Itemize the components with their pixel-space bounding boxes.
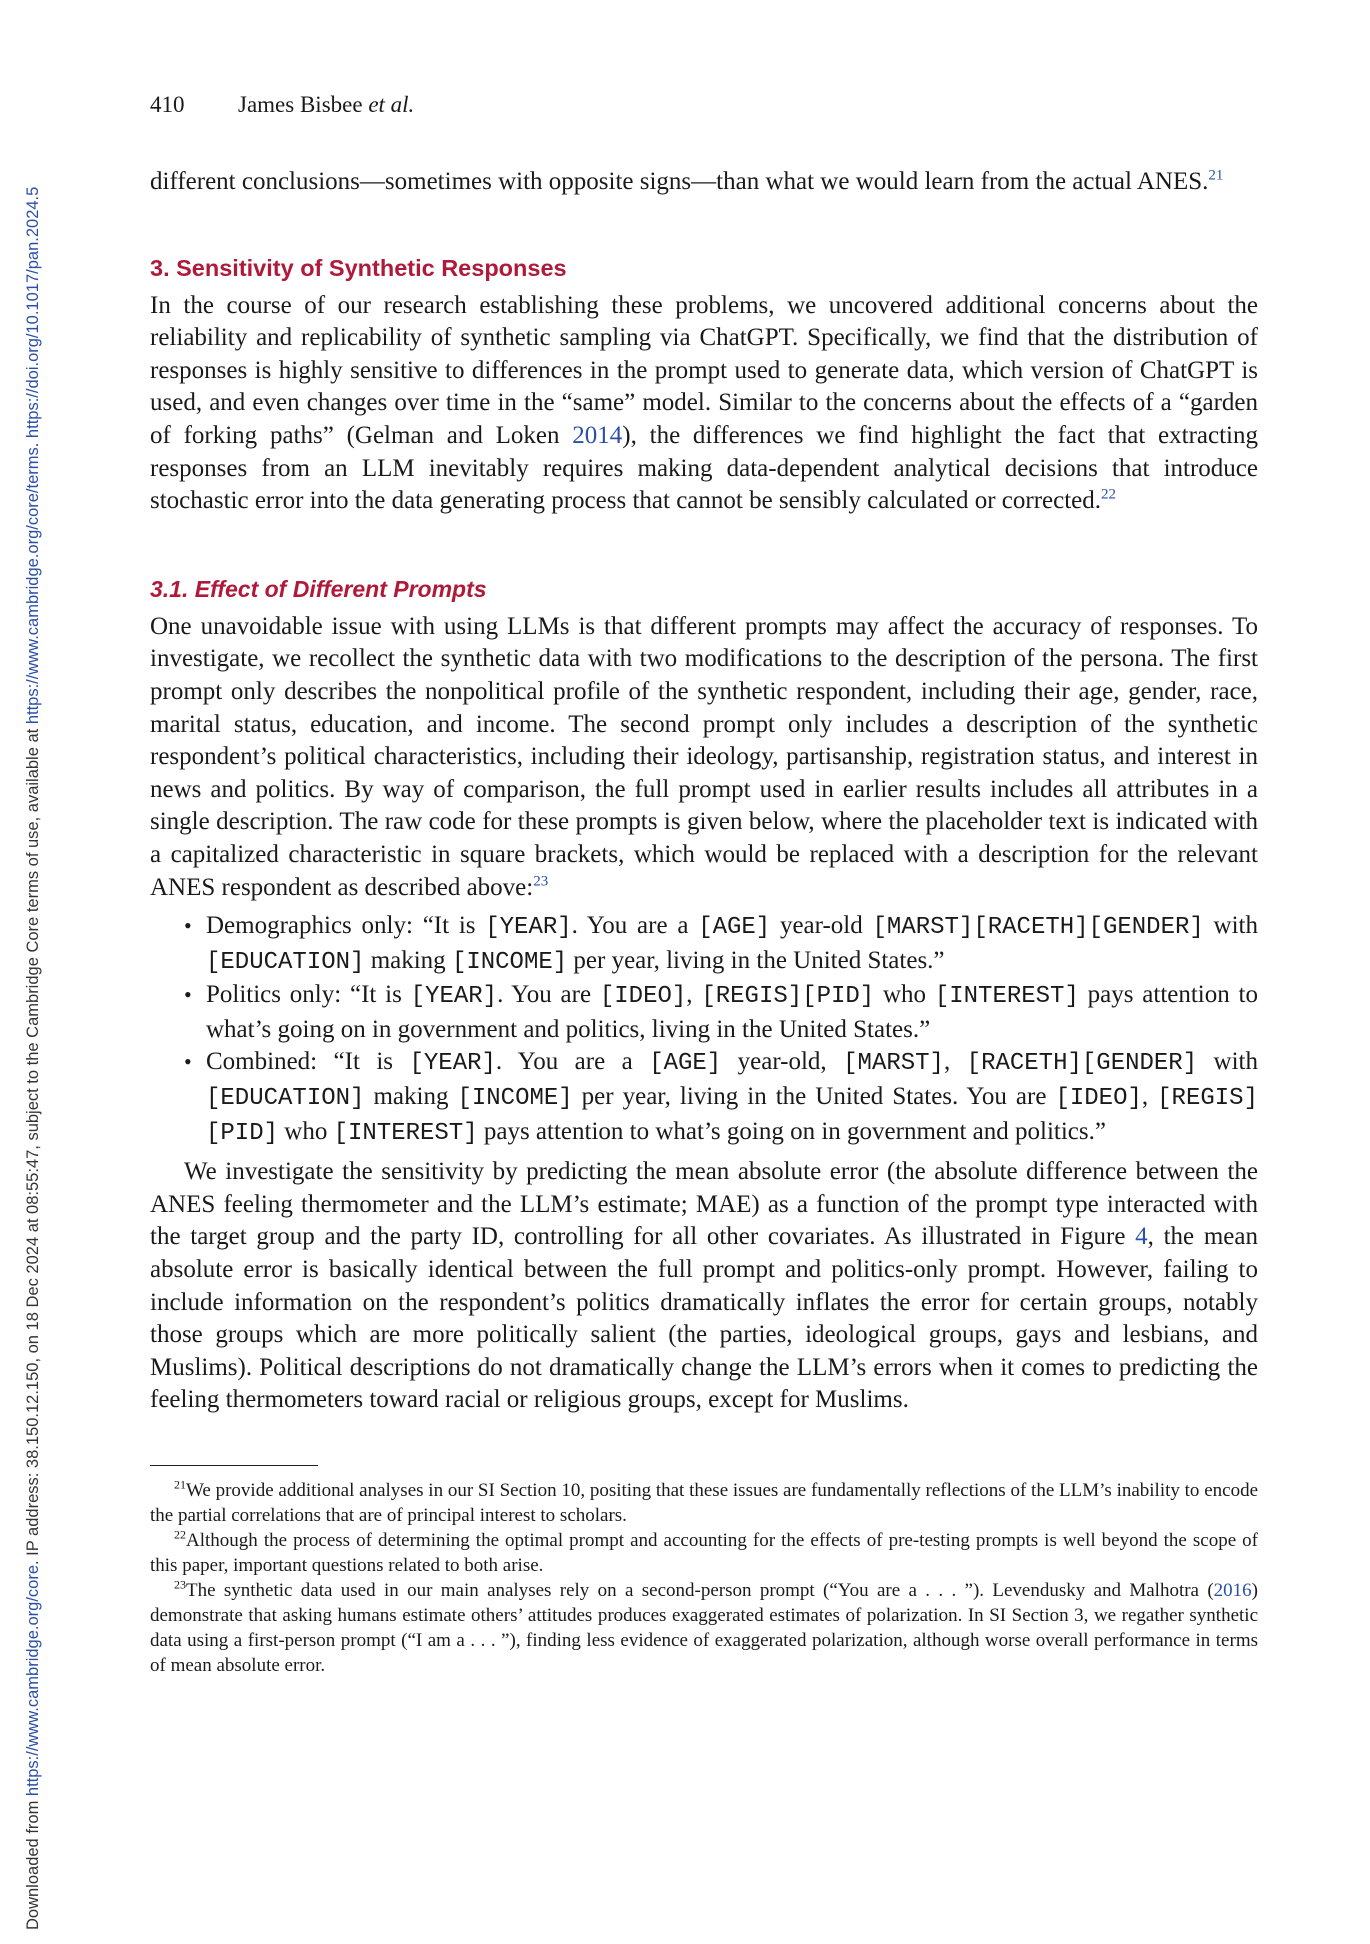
placeholder-code: [REGIS][PID] xyxy=(206,1085,1258,1147)
subsection-text-2a: We investigate the sensitivity by predicting the mean absolute error (the absolute difference between the ANES feeling thermometer and the LLM’s estimate; MAE) as a function of the prompt type interacted with the target group and the party ID, controlling for all other covariates. As illustrated in Figure xyxy=(150,1158,1258,1251)
placeholder-code: [IDEO] xyxy=(599,983,687,1011)
b3-text: per year, living in the United States. You are xyxy=(572,1083,1056,1111)
subsection-text-1: One unavoidable issue with using LLMs is that different prompts may affect the accuracy of responses. To investigate, we recollect the synthetic data with two modifications to the description of the persona. The first prompt only describes the nonpolitical profile of the synthetic respondent, including their age, gender, race, marital status, education, and income. The second prompt only includes a description of the synthetic respondent’s political characteristics, including their ideology, partisanship, registration status, and interest in news and politics. By way of comparison, the full prompt used in earlier results includes all attributes in a single description. The raw code for these prompts is given below, where the placeholder text is indicated with a capitalized characteristic in square brackets, which would be replaced with a description for the relevant ANES respondent as described above: xyxy=(150,612,1258,901)
placeholder-code: [AGE] xyxy=(649,1050,722,1078)
placeholder-code: [AGE] xyxy=(698,914,771,942)
b3-text: year-old, xyxy=(721,1048,844,1076)
subsection-paragraph-1 xyxy=(150,611,1258,904)
placeholder-code: [EDUCATION] xyxy=(206,1085,365,1113)
b3-text: , xyxy=(1141,1083,1158,1111)
placeholder-code: [INTEREST] xyxy=(333,1119,478,1147)
bullet-icon: • xyxy=(184,913,192,939)
footnote-number: 21 xyxy=(174,1477,186,1492)
placeholder-code: [YEAR] xyxy=(410,983,498,1011)
footnote-23 xyxy=(150,1578,1258,1678)
b2-text: Politics only: “It is xyxy=(206,981,411,1009)
b2-text: pays attention to what’s going on in government and politics, living in the United States.” xyxy=(206,981,1259,1043)
list-item-demographics xyxy=(184,910,1258,979)
intro-text: different conclusions—sometimes with opposite signs—than what we would learn from the actual ANES. xyxy=(150,168,1209,195)
doi-link[interactable]: https://doi.org/10.1017/pan.2024.5 xyxy=(24,186,42,439)
footnote-divider xyxy=(150,1465,318,1466)
placeholder-code: [INCOME] xyxy=(457,1085,573,1113)
b3-text: making xyxy=(364,1083,458,1111)
b3-text: . You are a xyxy=(495,1048,650,1076)
b1-text: making xyxy=(364,946,452,974)
b3-text: pays attention to what’s going on in government and politics.” xyxy=(477,1117,1106,1145)
footnote-ref-22[interactable]: 22 xyxy=(1101,486,1117,503)
section3-text-a: In the course of our research establishing these problems, we uncovered additional concerns about the reliability and replicability of synthetic sampling via ChatGPT. Specifically, we find that the distribution of responses is highly sensitive to differences in the prompt used to generate data, which version of ChatGPT is used, and even changes over time in the “same” model. Similar to the concerns about the effects of a “garden of forking paths” (Gelman and Loken xyxy=(150,291,1258,449)
b1-text: Demographics only: “It is xyxy=(206,912,486,940)
section-heading-3: 3. Sensitivity of Synthetic Responses xyxy=(150,254,567,281)
citation-levendusky-malhotra[interactable]: 2016 xyxy=(1213,1580,1252,1601)
citation-gelman-loken[interactable]: 2014 xyxy=(572,421,623,449)
prompt-list xyxy=(150,910,1258,1150)
banner-middle: . IP address: 38.150.12.150, on 18 Dec 2024 at 08:55:47, subject to the Cambridge Core terms of use, available at xyxy=(24,724,42,1565)
placeholder-code: [YEAR] xyxy=(409,1050,496,1078)
b3-text: with xyxy=(1197,1048,1258,1076)
footnote-number: 22 xyxy=(174,1527,186,1542)
footnote-text: Although the process of determining the optimal prompt and accounting for the effects of pre-testing prompts is well beyond the scope of this paper, important questions related to both arise. xyxy=(150,1530,1258,1576)
list-item-politics xyxy=(184,979,1259,1046)
banner-sep: . xyxy=(24,438,42,448)
bullet-icon: • xyxy=(184,1049,192,1075)
terms-link[interactable]: https://www.cambridge.org/core/terms xyxy=(24,447,42,725)
placeholder-code: [MARST][RACETH][GENDER] xyxy=(872,914,1204,942)
placeholder-code: [INCOME] xyxy=(451,948,568,976)
b2-text: , xyxy=(686,981,702,1009)
footnote-22 xyxy=(150,1528,1258,1578)
b1-text: with xyxy=(1203,912,1258,940)
placeholder-code: [MARST] xyxy=(843,1050,944,1078)
running-head xyxy=(150,92,1258,118)
page-body xyxy=(150,92,1258,1678)
b3-text: Combined: “It is xyxy=(206,1048,410,1076)
b3-text: , xyxy=(943,1048,967,1076)
placeholder-code: [EDUCATION] xyxy=(206,948,365,976)
b1-text: . You are a xyxy=(571,912,699,940)
footnote-number: 23 xyxy=(174,1577,186,1592)
section3-text-b: ), the differences we find highlight the fact that extracting responses from an LLM inevitably requires making data-dependent analytical decisions that introduce stochastic error into the data generating process that cannot be sensibly calculated or corrected. xyxy=(150,421,1258,515)
download-banner xyxy=(4,40,42,1930)
footnote-21 xyxy=(150,1478,1258,1528)
page-number: 410 xyxy=(150,92,185,117)
download-notice xyxy=(24,187,43,1930)
section3-paragraph xyxy=(150,290,1258,518)
footnote-text: The synthetic data used in our main analyses rely on a second-person prompt (“You are a . . . ”). Levendusky and Malhotra ( xyxy=(186,1580,1214,1601)
figure-4-link[interactable]: 4 xyxy=(1135,1223,1148,1251)
subsection-paragraph-2 xyxy=(150,1156,1258,1417)
list-item-combined xyxy=(184,1046,1258,1150)
footnote-text: ) demonstrate that asking humans estimate others’ attitudes produces exaggerated estimates of polarization. In SI Section 3, we regather synthetic data using a first-person prompt (“I am a . . . ”), finding less evidence of exaggerated polarization, although worse overall performance in terms of mean absolute error. xyxy=(150,1580,1258,1676)
banner-prefix: Downloaded from xyxy=(24,1796,42,1930)
subsection-text-2b: , the mean absolute error is basically identical between the full prompt and politics-only prompt. However, failing to include information on the respondent’s politics dramatically inflates the error for certain groups, notably those groups which are more politically salient (the parties, ideological groups, gays and lesbians, and Muslims). Political descriptions do not dramatically change the LLM’s errors when it comes to predicting the feeling thermometers toward racial or religious groups, except for Muslims. xyxy=(150,1223,1258,1414)
placeholder-code: [INTEREST] xyxy=(934,983,1079,1011)
b3-text: who xyxy=(278,1117,334,1145)
footnote-text: We provide additional analyses in our SI Section 10, positing that these issues are fundamentally reflections of the LLM’s inability to encode the partial correlations that are of principal interest to scholars. xyxy=(150,1480,1258,1526)
placeholder-code: [IDEO] xyxy=(1055,1085,1142,1113)
b2-text: . You are xyxy=(497,981,600,1009)
b1-text: year-old xyxy=(770,912,873,940)
placeholder-code: [REGIS][PID] xyxy=(701,983,875,1011)
bullet-icon: • xyxy=(184,982,192,1008)
author-name: James Bisbee xyxy=(238,92,363,117)
footnote-ref-21[interactable]: 21 xyxy=(1208,167,1224,184)
placeholder-code: [YEAR] xyxy=(485,914,572,942)
b1-text: per year, living in the United States.” xyxy=(567,946,945,974)
placeholder-code: [RACETH][GENDER] xyxy=(966,1050,1198,1078)
author-suffix: et al. xyxy=(368,92,415,117)
subsection-heading-3-1: 3.1. Effect of Different Prompts xyxy=(150,575,487,602)
footnote-ref-23[interactable]: 23 xyxy=(533,873,549,890)
b2-text: who xyxy=(874,981,935,1009)
intro-paragraph xyxy=(150,166,1258,199)
running-author xyxy=(238,92,414,118)
cambridge-core-link[interactable]: https://www.cambridge.org/core xyxy=(24,1564,42,1797)
